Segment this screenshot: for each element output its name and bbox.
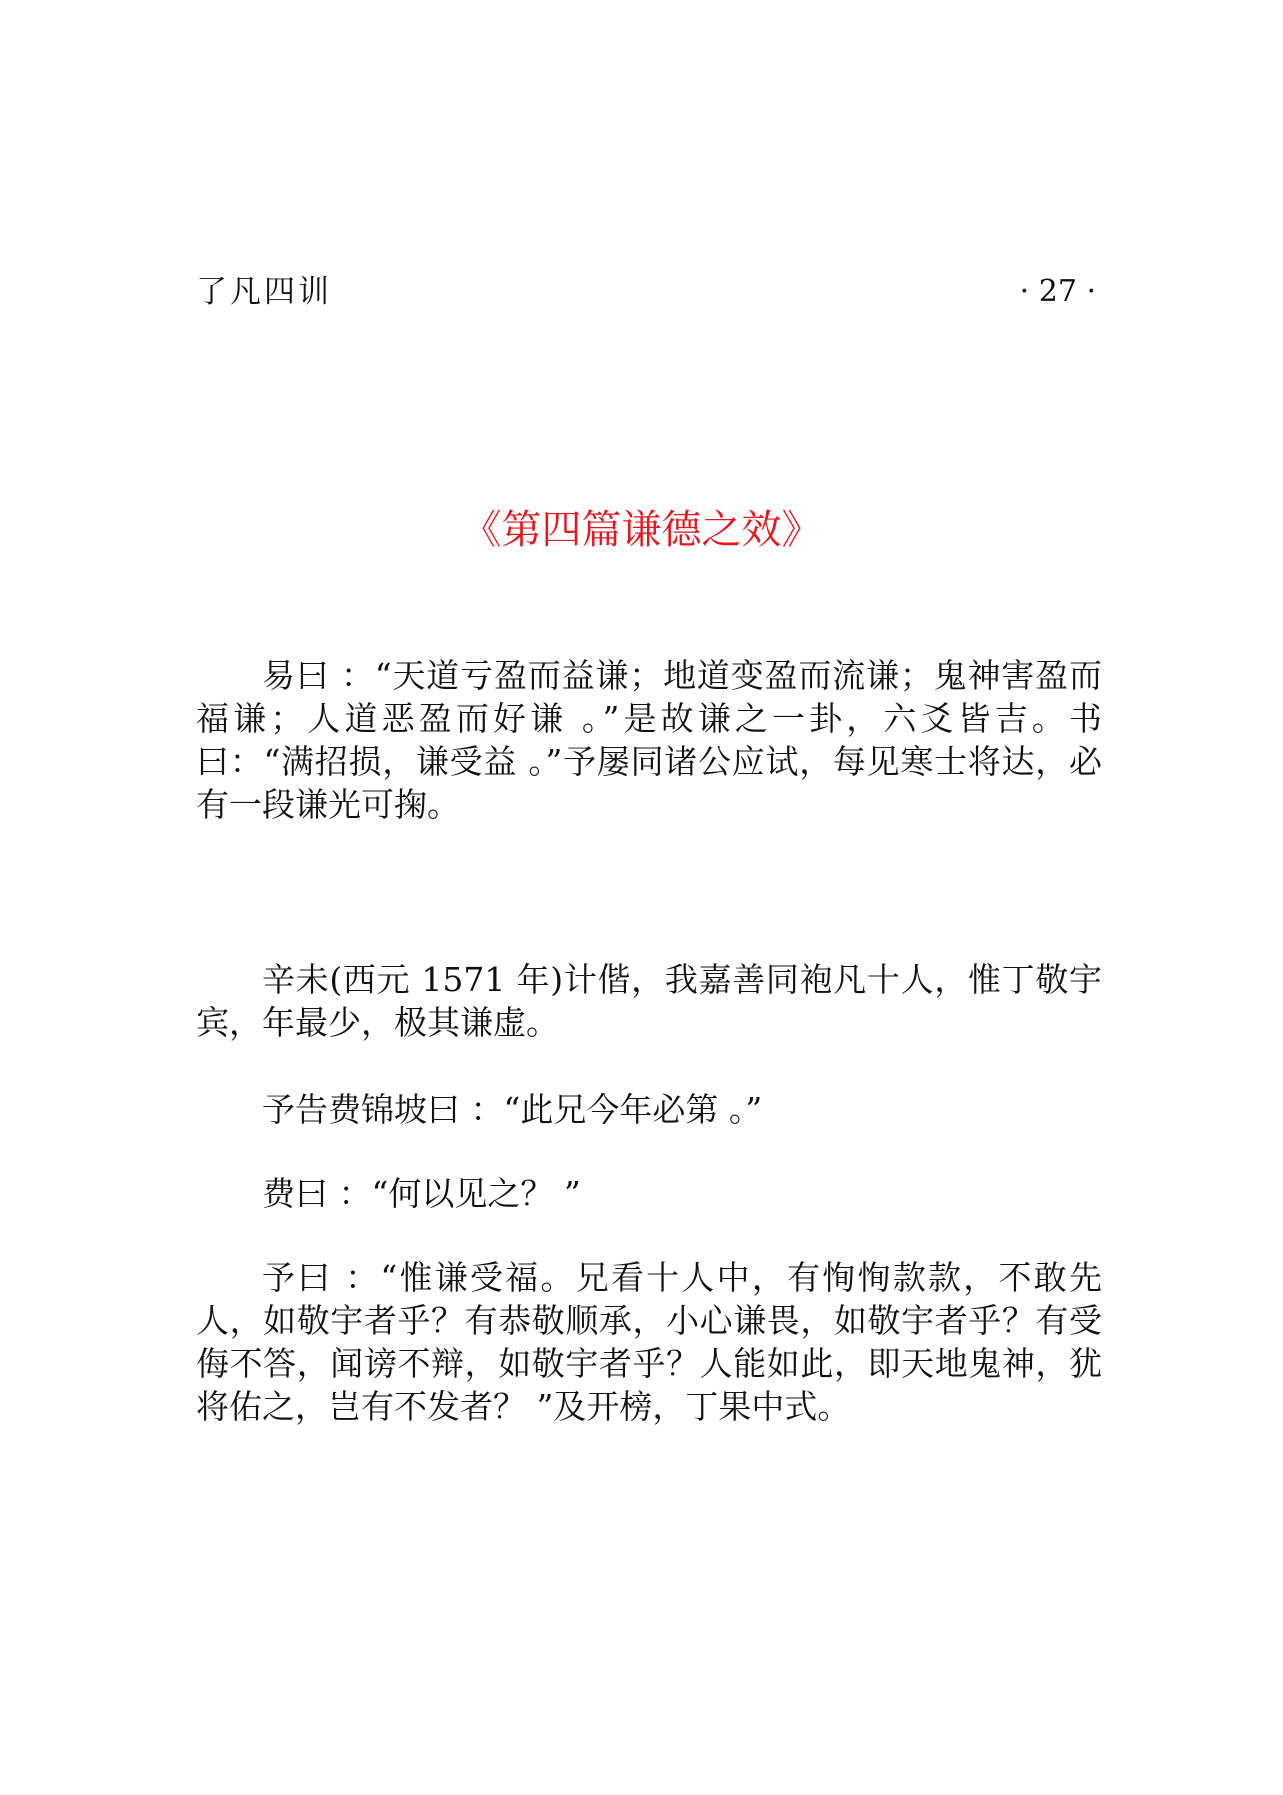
running-header	[196, 270, 1096, 314]
page-number: · 27 ·	[1019, 274, 1096, 309]
paragraph-2: 辛未(西元 1571 年)计偕，我嘉善同袍凡十人，惟丁敬宇宾，年最少，极其谦虚。	[196, 960, 1102, 1042]
book-title: 了凡四训	[196, 274, 332, 310]
paragraph-5: 予曰 ：“惟谦受福。兄看十人中，有恂恂款款，不敢先人，如敬宇者乎？有恭敬顺承，小心谦畏，如敬宇者乎？有受侮不答，闻谤不辩，如敬宇者乎？人能如此，即天地鬼神，犹将佑之，岂有不发者？ ”及开榜，丁果中式。	[196, 1258, 1102, 1426]
paragraph-4: 费曰 ：“何以见之？ ”	[262, 1174, 581, 1213]
paragraph-3: 予告费锦坡曰 ：“此兄今年必第 。”	[262, 1090, 763, 1129]
paragraph-1: 易曰 ：“天道亏盈而益谦；地道变盈而流谦；鬼神害盈而福谦；人道恶盈而好谦 。”是故谦之一卦，六爻皆吉。书曰：“满招损，谦受益 。”予屡同诸公应试，每见寒士将达，必有一段谦光可掬。	[196, 656, 1102, 824]
chapter-title: 《第四篇谦德之效》	[461, 507, 822, 553]
